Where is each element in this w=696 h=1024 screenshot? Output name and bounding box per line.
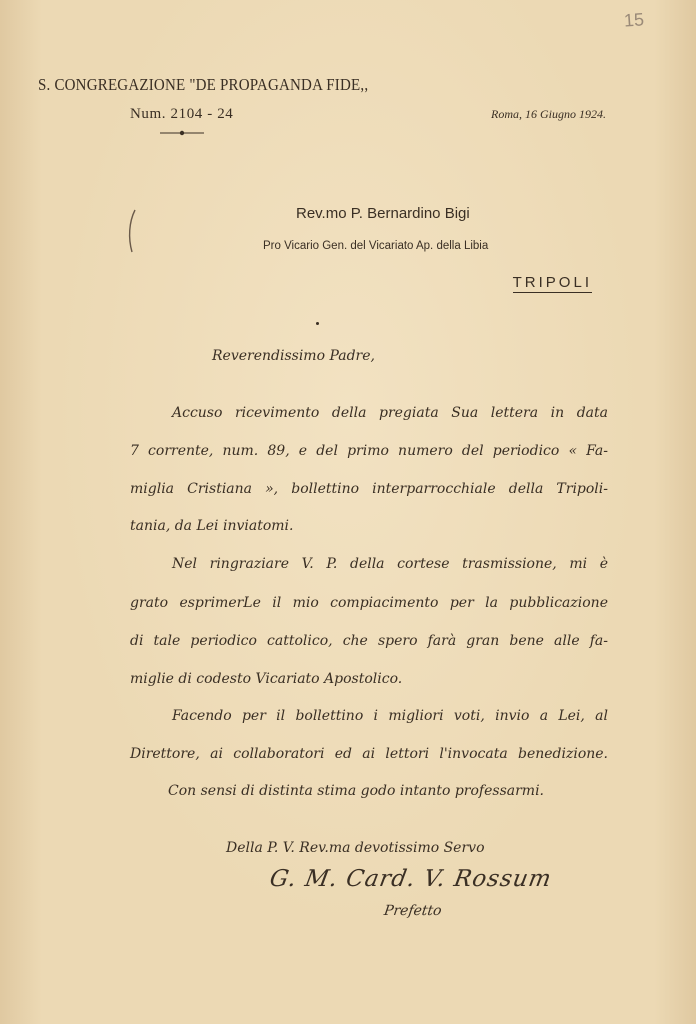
ornament-divider xyxy=(160,129,204,137)
letter-date: Roma, 16 Giugno 1924. xyxy=(491,107,606,121)
protocol-number: Num. 2104 - 24 xyxy=(130,106,234,122)
body-line: Con sensi di distinta stima godo intanto professarmi. xyxy=(168,783,545,799)
body-line: 7 corrente, num. 89, e del primo numero del periodico « Fa- xyxy=(130,443,608,459)
body-line: Nel ringraziare V. P. della cortese trasmissione, mi è xyxy=(172,556,608,572)
body-line: miglia Cristiana », bollettino interparrocchiale della Tripoli- xyxy=(130,481,608,497)
body-line: miglie di codesto Vicariato Apostolico. xyxy=(130,671,403,687)
recipient-city: TRIPOLI xyxy=(512,274,592,291)
body-line: di tale periodico cattolico, che spero farà gran bene alle fa- xyxy=(130,633,608,649)
pencil-mark-icon xyxy=(126,208,138,254)
body-line: Accuso ricevimento della pregiata Sua lettera in data xyxy=(172,405,608,421)
salutation: Reverendissimo Padre, xyxy=(212,348,375,364)
body-line: grato esprimerLe il mio compiacimento per la pubblicazione xyxy=(130,595,608,611)
closing-line: Della P. V. Rev.ma devotissimo Servo xyxy=(226,840,485,856)
body-line: tania, da Lei inviatomi. xyxy=(130,518,294,534)
signature-role: Prefetto xyxy=(382,903,443,919)
signature: G. M. Card. V. Rossum xyxy=(267,866,554,892)
recipient-name: Rev.mo P. Bernardino Bigi xyxy=(296,205,470,222)
body-line: Facendo per il bollettino i migliori voti, invio a Lei, al xyxy=(172,708,608,724)
body-line: Direttore, ai collaboratori ed ai lettori l'invocata benedizione. xyxy=(130,746,608,762)
congregation-header: S. CONGREGAZIONE "DE PROPAGANDA FIDE,, xyxy=(38,76,369,95)
stray-dot xyxy=(316,322,319,325)
folio-number: 15 xyxy=(623,9,645,31)
recipient-title: Pro Vicario Gen. del Vicariato Ap. della Libia xyxy=(263,240,489,252)
